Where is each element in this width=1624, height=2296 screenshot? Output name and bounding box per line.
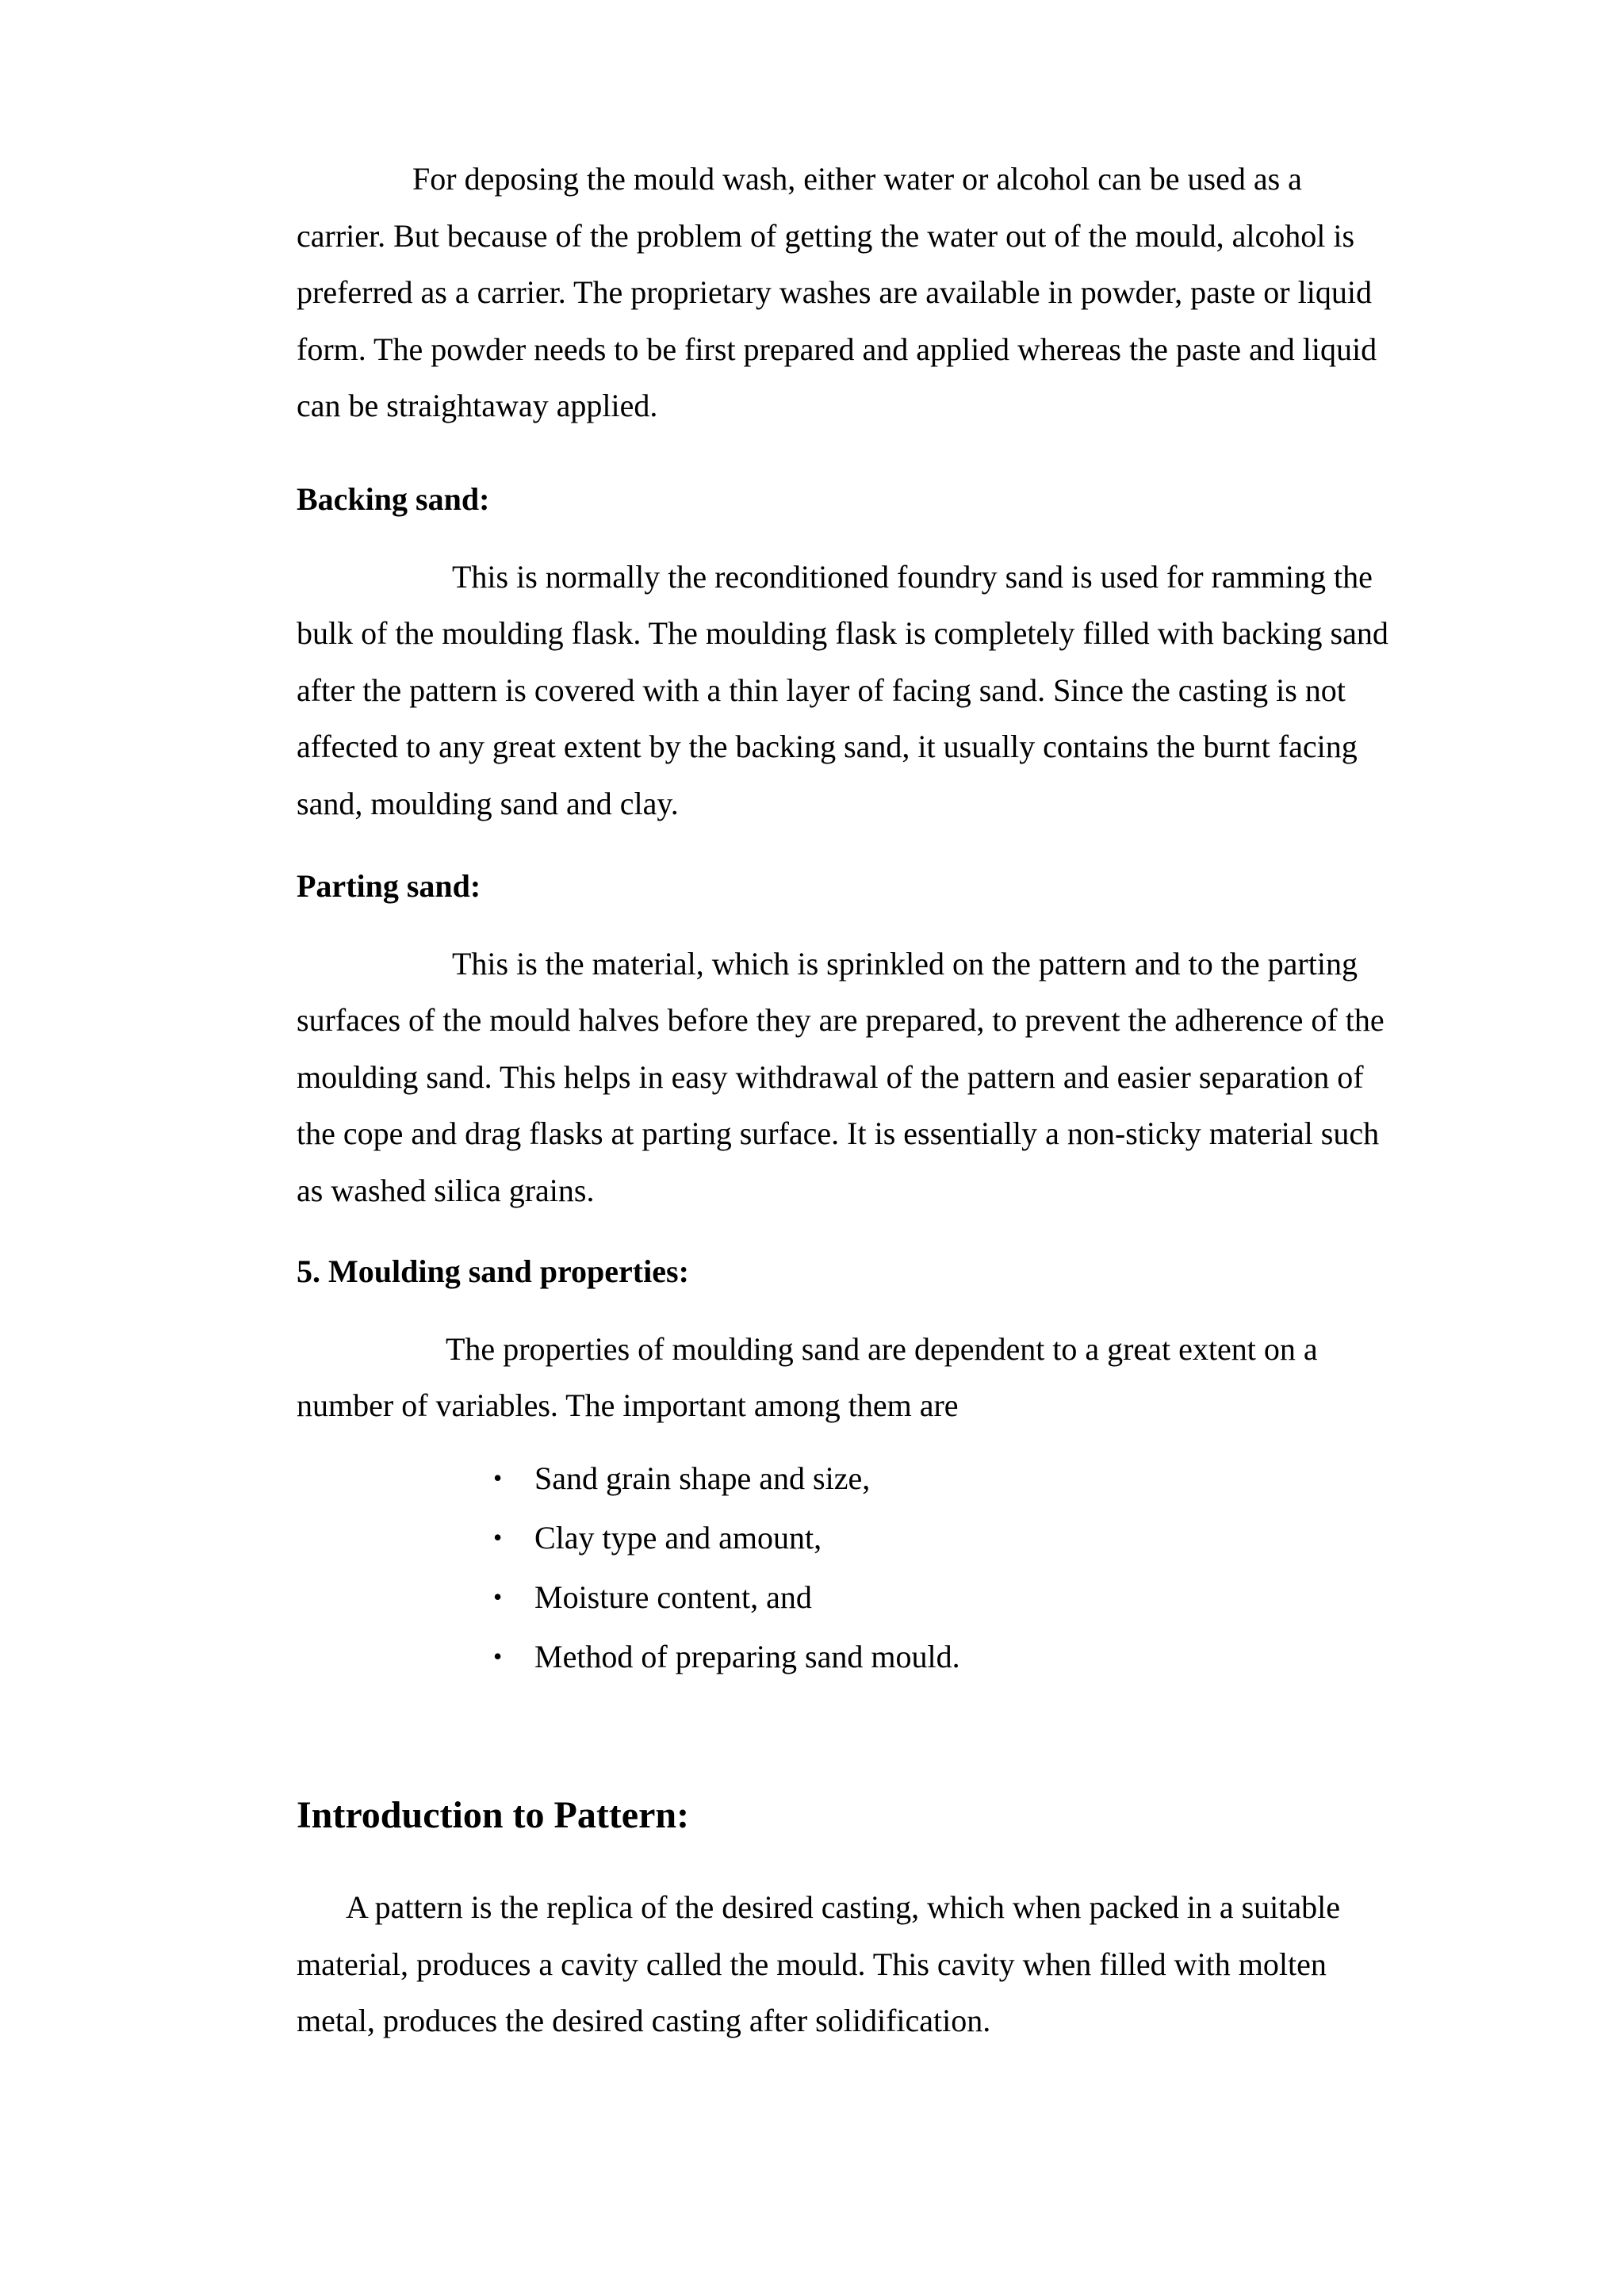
text-line: For deposing the mould wash, either water or alcohol can be used as a: [412, 161, 1302, 197]
list-item-text: Moisture content, and: [534, 1578, 812, 1615]
parting-sand-heading: Parting sand:: [297, 868, 481, 904]
text-line: number of variables. The important among them are: [297, 1387, 959, 1423]
pattern-section: [297, 1784, 1438, 2049]
text-line: material, produces a cavity called the mould. This cavity when filled with molten: [297, 1946, 1327, 1982]
text-line: the cope and drag flasks at parting surface. It is essentially a non-sticky material such: [297, 1115, 1380, 1151]
parting-sand-paragraph: [297, 936, 1438, 1219]
backing-sand-paragraph: [297, 549, 1438, 832]
list-item: [487, 1567, 1438, 1627]
text-line: sand, moulding sand and clay.: [297, 785, 679, 821]
bullet-icon: •: [493, 1463, 503, 1492]
list-item-text: Method of preparing sand mould.: [534, 1638, 960, 1674]
list-item: [487, 1448, 1438, 1508]
text-line: can be straightaway applied.: [297, 388, 658, 423]
backing-sand-heading: Backing sand:: [297, 481, 490, 517]
list-item-text: Sand grain shape and size,: [534, 1460, 871, 1496]
properties-section: [297, 1243, 1438, 1686]
bullet-icon: •: [493, 1641, 503, 1670]
text-line: moulding sand. This helps in easy withdrawal of the pattern and easier separation of: [297, 1058, 1364, 1095]
parting-sand-section: [297, 858, 1438, 1219]
properties-paragraph: [297, 1321, 1438, 1434]
text-line: A pattern is the replica of the desired casting, which when packed in a suitable: [346, 1889, 1341, 1925]
properties-heading: 5. Moulding sand properties:: [297, 1253, 689, 1289]
text-line: metal, produces the desired casting after solidification.: [297, 2003, 991, 2038]
text-line: after the pattern is covered with a thin layer of facing sand. Since the casting is not: [297, 672, 1346, 708]
pattern-heading: Introduction to Pattern:: [297, 1794, 690, 1836]
text-line: surfaces of the mould halves before they are prepared, to prevent the adherence of the: [297, 1002, 1385, 1038]
mould-wash-paragraph: [297, 151, 1438, 434]
properties-list: [297, 1448, 1438, 1686]
bullet-icon: •: [493, 1522, 503, 1552]
text-line: as washed silica grains.: [297, 1172, 595, 1208]
text-line: preferred as a carrier. The proprietary washes are available in powder, paste or liquid: [297, 274, 1372, 310]
text-line: bulk of the moulding flask. The moulding flask is completely filled with backing sand: [297, 615, 1388, 651]
text-line: form. The powder needs to be first prepared and applied whereas the paste and liquid: [297, 331, 1377, 367]
list-item-text: Clay type and amount,: [534, 1519, 822, 1556]
text-line: carrier. But because of the problem of getting the water out of the mould, alcohol is: [297, 217, 1355, 254]
list-item: [487, 1508, 1438, 1567]
text-line: affected to any great extent by the backing sand, it usually contains the burnt facing: [297, 729, 1358, 764]
text-line: This is the material, which is sprinkled on the pattern and to the parting: [452, 945, 1358, 982]
pattern-paragraph: [297, 1879, 1438, 2049]
list-item: [487, 1627, 1438, 1686]
text-line: The properties of moulding sand are dependent to a great extent on a: [446, 1330, 1318, 1367]
mould-wash-section: [297, 151, 1438, 434]
backing-sand-section: [297, 471, 1438, 832]
text-line: This is normally the reconditioned foundry sand is used for ramming the: [452, 558, 1373, 595]
bullet-icon: •: [493, 1582, 503, 1611]
